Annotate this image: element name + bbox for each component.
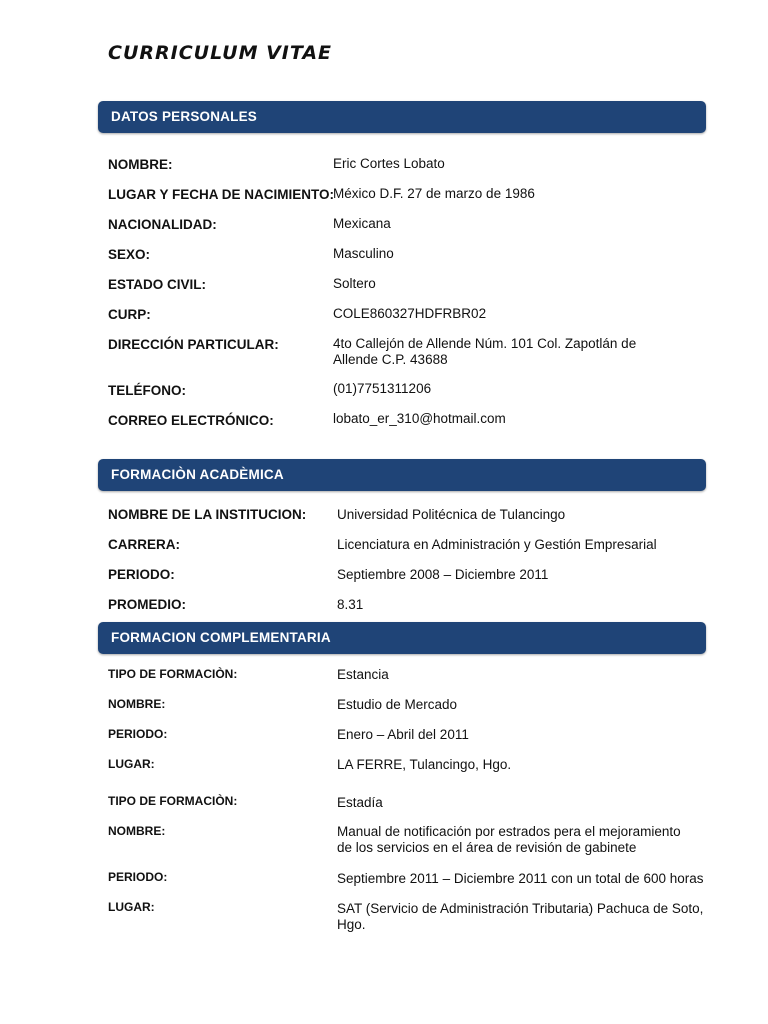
field-label: PERIODO:: [108, 727, 168, 741]
field-value: Licenciatura en Administración y Gestión Empresarial: [337, 537, 657, 552]
field-label: LUGAR:: [108, 900, 155, 914]
field-value: 4to Callejón de Allende Núm. 101 Col. Zapotlán de Allende C.P. 43688: [333, 336, 637, 367]
section-title: FORMACIÒN ACADÈMICA: [111, 467, 284, 482]
section-title: DATOS PERSONALES: [111, 109, 257, 124]
field-label: ESTADO CIVIL:: [108, 277, 207, 292]
field-label: CURP:: [108, 307, 151, 322]
field-label: CARRERA:: [108, 537, 180, 552]
field-value: México D.F. 27 de marzo de 1986: [333, 186, 535, 201]
field-label: PERIODO:: [108, 567, 175, 582]
field-value: lobato_er_310@hotmail.com: [333, 411, 506, 426]
field-value: Mexicana: [333, 216, 391, 231]
section-title: FORMACION COMPLEMENTARIA: [111, 630, 331, 645]
field-value: Masculino: [333, 246, 394, 261]
field-value: Estancia: [337, 667, 389, 682]
field-value: COLE860327HDFRBR02: [333, 306, 487, 321]
field-value: Soltero: [333, 276, 376, 291]
field-label: CORREO ELECTRÓNICO:: [108, 413, 274, 428]
field-label: NOMBRE:: [108, 697, 166, 711]
field-label: SEXO:: [108, 247, 151, 262]
field-label: TIPO DE FORMACIÒN:: [108, 794, 238, 808]
field-value: Manual de notificación por estrados pera el mejoramiento de los servicios en el área de revisión de gabinete: [337, 824, 681, 855]
field-label: PERIODO:: [108, 870, 168, 884]
field-label: NOMBRE DE LA INSTITUCION:: [108, 507, 307, 522]
field-value: Septiembre 2011 – Diciembre 2011 con un total de 600 horas: [337, 871, 704, 886]
field-value: (01)7751311206: [333, 381, 432, 396]
field-value: LA FERRE, Tulancingo, Hgo.: [337, 757, 512, 772]
field-value: Estadía: [337, 795, 383, 810]
field-value: Eric Cortes Lobato: [333, 156, 445, 171]
field-label: DIRECCIÓN PARTICULAR:: [108, 337, 279, 352]
page-title: CURRICULUM VITAE: [108, 42, 333, 64]
field-value: 8.31: [337, 597, 364, 612]
field-label: NOMBRE:: [108, 824, 166, 838]
section-header-personal: [98, 101, 706, 133]
field-label: NOMBRE:: [108, 157, 173, 172]
field-value: Enero – Abril del 2011: [337, 727, 469, 742]
field-label: LUGAR:: [108, 757, 155, 771]
field-label: TIPO DE FORMACIÒN:: [108, 667, 238, 681]
field-value: Estudio de Mercado: [337, 697, 458, 712]
field-value: SAT (Servicio de Administración Tributaria) Pachuca de Soto, Hgo.: [337, 901, 704, 932]
field-label: TELÉFONO:: [108, 383, 186, 398]
field-value: Septiembre 2008 – Diciembre 2011: [337, 567, 549, 582]
field-label: LUGAR Y FECHA DE NACIMIENTO:: [108, 187, 335, 202]
section-header-academic: [98, 459, 706, 491]
section-header-complementary: [98, 622, 706, 654]
field-value: Universidad Politécnica de Tulancingo: [337, 507, 566, 522]
field-label: NACIONALIDAD:: [108, 217, 217, 232]
field-label: PROMEDIO:: [108, 597, 187, 612]
